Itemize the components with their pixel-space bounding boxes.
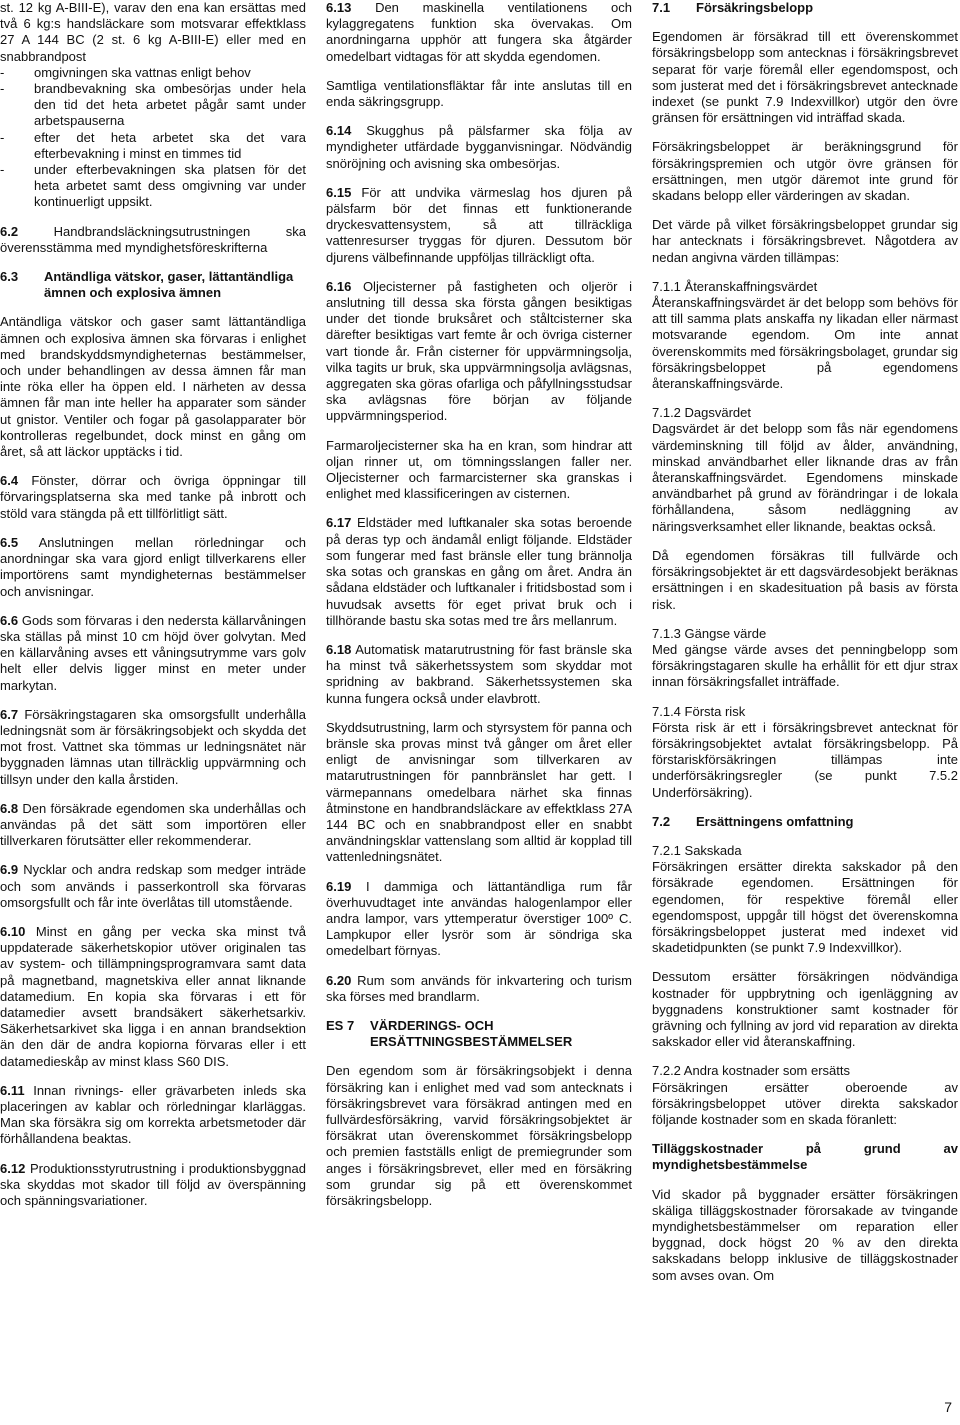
section-7-1-p1: Egendomen är försäkrad till ett överenskommet försäkringsbelopp som antecknas i försäkringsbrevet separat för varje föremål eller egendomspost, och som justerat med det i försäkringsbrevet antecknade indexet (se punkt 7.9 Indexvillkor) utgör den övre gränsen för ersättningen vid inträffad skada. [652, 29, 958, 126]
section-7-1-p2: Försäkringsbeloppet är beräkningsgrund för försäkringspremien och utgör övre gränsen för ersättningen, men utgör däremot inte grund för skadans belopp eller värderingen av skadan. [652, 139, 958, 204]
section-7-2-heading: 7.2 Ersättningens omfattning [652, 813, 854, 829]
section-7-1-2: 7.1.2 Dagsvärdet Dagsvärdet är det belopp som fås när egendomens värdeminskning till följd av ålder, användning, minskad användbarhet eller liknande dras av från återanskaffningsvärdet. Egendomens minskade användbarhet på grund av förändringar i de lokala förhållandena, såsom nedläggning av näringsverksamhet eller liknande, beaktas också. [652, 405, 958, 534]
list-item: - brandbevakning ska ombesörjas under hela den tid det heta arbetet pågår samt under arbetspauserna [0, 81, 306, 129]
section-6-12: 6.12 Produktionsstyrutrustning i produktionsbyggnad ska skyddas mot skador till följd av överspänning och spänningsvariationer. [0, 1160, 306, 1208]
page-number: 7 [944, 1399, 952, 1415]
section-6-13-extra: Samtliga ventilationsfläktar får inte anslutas till en enda säkringsgrupp. [326, 77, 632, 110]
left-column [0, 0, 306, 1209]
section-6-7: 6.7 Försäkringstagaren ska omsorgsfullt underhålla ledningsnät som är försäkringsobjekt och skydda det mot frost. Vattnet ska tömmas ur ledningsnätet när byggnaden lämnas utan tillräcklig uppvärmning och tillsyn under den kalla årstiden. [0, 706, 306, 787]
section-6-13: 6.13 Den maskinella ventilationens och kylaggregatens funktion ska övervakas. Om anordningarna upphör att fungera ska åtgärder omedelbart vidtagas för att skydda egendomen. [326, 0, 632, 64]
section-6-15: 6.15 För att undvika värmeslag hos djuren på pälsfarm bör det finnas ett funktionerande dryckesvattensystem, så att tillräckliga vattenresurser tryggas för djuren. Dessutom bör djurens välbefinnande uppföljas tillräckligt ofta. [326, 184, 632, 265]
section-6-9: 6.9 Nycklar och andra redskap som medger inträde och som används i passerkontroll ska förvaras omsorgsfullt och får inte överlåtas till utomstående. [0, 862, 306, 910]
bold-subheading-body: Vid skador på byggnader ersätter försäkringen skäliga tilläggskostnader förorsakade av tvingande myndighetsbestämmelser om reparation eller byggnad, dock högst 20 % av den direkta sakskadans belopp inklusive de tilläggskostnader som avses ovan. Om [652, 1186, 958, 1283]
section-6-3-body: Antändliga vätskor och gaser samt lättantändliga ämnen och explosiva ämnen ska förvaras i enlighet med brandskyddsmyndigheternas bestämmelser, och under behandlingen av dessa ämnen får man inte röka eller ha öppen eld. I närheten av dessa ämnen får man inte heller ha apparater som sänder ut gnistor. Ventiler och fogar på gasolapparater bör kontrolleras regelbundet, dock minst en gång om året, så att läckor upptäcks i tid. [0, 314, 306, 460]
section-7-1-heading: 7.1 Försäkringsbelopp [652, 0, 814, 15]
right-column [652, 0, 958, 1284]
section-7-1-2-extra: Då egendomen försäkras till fullvärde och försäkringsobjektet är ett dagsvärdesobjekt beräknas ersättningen i en skadesituation på basis av första risk. [652, 547, 958, 612]
section-6-4: 6.4 Fönster, dörrar och övriga öppningar till förvaringsplatserna ska med tanke på inbrott och stöld vara stängda på ett tillförlitligt sätt. [0, 473, 306, 521]
section-6-18: 6.18 Automatisk matarutrustning för fast bränsle ska ha minst två säkerhetssystem som skyddar mot spridning av bakbrand. Säkerhetssystemen ska kunna fungera också under elavbrott. [326, 641, 632, 706]
section-7-1-4: 7.1.4 Första risk Första risk är ett i försäkringsbrevet antecknat för försäkringsobjektet avtalat försäkringsbelopp. På förstariskförsäkringen tillämpas inte underförsäkringsregler (se punkt 7.5.2 Underförsäkring). [652, 703, 958, 800]
es7-body: Den egendom som är försäkringsobjekt i denna försäkring kan i enlighet med vad som antecknats i försäkringsbrevet vara försäkrad antingen med en fullvärdesförsäkring, varvid försäkringsobjektet är försäkrat utan överenskommet försäkringsbelopp och premien fastställs enligt de premiegrunder som anges i försäkringsbrevet, eller med en försäkring som grundar sig på ett överenskommet försäkringsbelopp. [326, 1063, 632, 1208]
section-7-1-p3: Det värde på vilket försäkringsbeloppet grundar sig har antecknats i försäkringsbrevet. Någotdera av nedan angivna värden tillämpas: [652, 217, 958, 265]
bold-subheading: Tilläggskostnader på grund av myndighetsbestämmelse [652, 1141, 958, 1173]
section-6-5: 6.5 Anslutningen mellan rörledningar och anordningar ska vara gjord enligt tillverkarens eller importörens samt myndigheternas bestämmelser och anvisningar. [0, 534, 306, 599]
section-6-19: 6.19 I dammiga och lättantändliga rum får överhuvudtaget inte användas halogenlampor eller andra lampor, vars yttemperatur överstiger 100º C. Lampkupor eller lysrör som är söndriga ska omedelbart förnyas. [326, 878, 632, 959]
section-6-3-heading: 6.3 Antändliga vätskor, gaser, lättantändliga ämnen och explosiva ämnen [0, 269, 294, 301]
section-6-10: 6.10 Minst en gång per vecka ska minst två uppdaterade säkerhetskopior utöver originalen tas av system- och tillämpningsprogramvara samt data på magnetband, magnetskiva eller annat liknande datamedium. En kopia ska förvaras i ett för datamedier avsett brandsäkert säkerhetsarkiv. Säkerhetsarkivet ska ligga i en annan brandsektion än den där de andra kopiorna förvaras eller i ett datamedieskåp av minst klass S60 DIS. [0, 923, 306, 1069]
section-6-2: 6.2 Handbrandsläckningsutrustningen ska överensstämma med myndighetsföreskrifterna [0, 223, 306, 255]
intro-paragraph: st. 12 kg A-BIII-E), varav den ena kan ersättas med två 6 kg:s handsläckare som motsvarar effektklass 27 A 144 BC (2 st. 6 kg A-BIII-E) eller med en snabbrandpost [0, 0, 306, 64]
section-6-17: 6.17 Eldstäder med luftkanaler ska sotas beroende på deras typ och ändamål enligt följande. Eldstäder som fungerar med fast bränsle eller tung brännolja ska sotas och granskas en gång om året. Andra än sådana eldstäder och luftkanaler i fritidsbostad som i huvudsak avsetts för eget privat bruk och i tillhörande bastu ska sotas med tre års mellanrum. [326, 515, 632, 628]
section-6-20: 6.20 Rum som används för inkvartering och turism ska förses med brandlarm. [326, 972, 632, 1004]
section-7-2-2: 7.2.2 Andra kostnader som ersätts Försäkringen ersätter oberoende av försäkringsbeloppet utöver direkta sakskador följande kostnader som en skada föranlett: [652, 1063, 958, 1127]
section-7-1-1: 7.1.1 Återanskaffningsvärdet Återanskaffningsvärdet är det belopp som behövs för att till samma plats anskaffa ny likadan eller närmast motsvarande egendom. Om inte annat överenskommits med försäkringsbolaget, grundar sig försäkringsbeloppet på egendomens återanskaffningsvärde. [652, 278, 958, 392]
section-6-18-extra: Skyddsutrustning, larm och styrsystem för panna och bränsle ska provas minst två gånger om året eller enligt de anvisningar som tillverkaren av matarutrustningen för pannbränslet har gett. I värmepannans omedelbara närhet ska finnas åtminstone en handbrandsläckare av effektklass 27A 144 BC och en snabbrandpost eller en snabbt användningsklar vattenslang som alltid är kopplad till vattenledningsnätet. [326, 719, 632, 865]
section-7-2-1: 7.2.1 Sakskada Försäkringen ersätter direkta sakskador på den försäkrade egendomen. Ersättningen för egendomen, för respektive föremål eller egendomspost, uppgår till högst det överenskomna försäkringsbeloppet justerat med indexet vid skadetidpunkten (se punkt 7.9 Indexvillkor). [652, 842, 958, 956]
section-7-2-1-extra: Dessutom ersätter försäkringen nödvändiga kostnader för uppbrytning och igenläggning av byggnadens konstruktioner samt kostnader för grävning och fyllning av jord vid reparation av direkta sakskador eller vid återanskaffning. [652, 969, 958, 1050]
section-6-16-extra: Farmaroljecisterner ska ha en kran, som hindrar att oljan rinner ut, om tömningsslangen faller ner. Oljecisterner och farmarcisterner ska granskas i enlighet med klassificeringen av cisternen. [326, 437, 632, 502]
es7-heading: ES 7 VÄRDERINGS- OCH ERSÄTTNINGSBESTÄMMELSER [326, 1017, 573, 1050]
list-item: - omgivningen ska vattnas enligt behov [0, 64, 251, 80]
section-6-16: 6.16 Oljecisterner på fastigheten och oljerör i anslutning till dessa ska första gången besiktigas under det tionde bruksåret och ståltcisterner ska därefter besiktigas vart femte år och övriga cisterner vart tionde år. Från cisterner för uppvärmningsolja, vilka tagits ur bruk, ska uppvärmningsolja avlägsnas, aggregaten ska göras ofarliga och påfyllningsstudsar ska avlägsnas före början av följande uppvärmningsperiod. [326, 278, 632, 424]
section-6-11: 6.11 Innan rivnings- eller grävarbeten inleds ska placeringen av kablar och rörledningar klarläggas. Man ska försäkra sig om korrekta arbetsmetoder där förhållandena beaktas. [0, 1082, 306, 1147]
list-item: - under efterbevakningen ska platsen för det heta arbetet samt dess omgivning var under kontinuerligt uppsikt. [0, 162, 306, 210]
middle-column [326, 0, 632, 1209]
section-6-8: 6.8 Den försäkrade egendomen ska underhållas och användas på det sätt som importören eller tillverkaren förutsätter eller rekommenderar. [0, 800, 306, 849]
list-item: - efter det heta arbetet ska det vara efterbevakning i minst en timmes tid [0, 129, 306, 161]
section-7-1-3: 7.1.3 Gängse värde Med gängse värde avses det penningbelopp som försäkringstagaren skulle ha erhållit för ett djur strax innan försäkringsfallet inträffade. [652, 625, 958, 690]
section-6-14: 6.14 Skugghus på pälsfarmer ska följa av myndigheter utfärdade bygganvisningar. Nödvändig snöröjning och avisning ska ombesörjas. [326, 123, 632, 171]
section-6-6: 6.6 Gods som förvaras i den nedersta källarvåningen ska ställas på minst 10 cm höjd över golvytan. Med en källarvåning avses ett våningsutrymme vars golv helt eller delvis ligger minst en meter under markytan. [0, 612, 306, 693]
